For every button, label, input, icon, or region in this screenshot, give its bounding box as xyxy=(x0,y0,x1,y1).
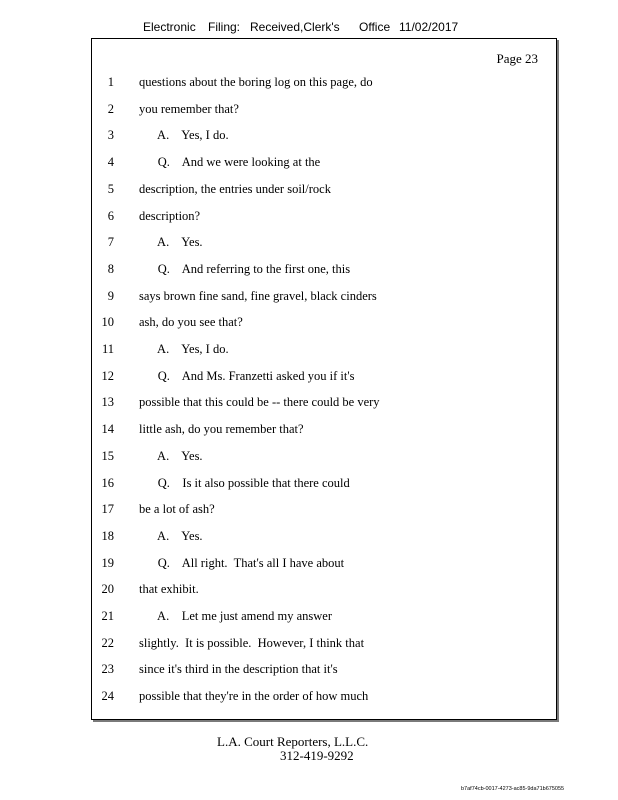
transcript-page xyxy=(91,38,557,720)
transcript-line xyxy=(92,209,556,235)
transcript-line xyxy=(92,476,556,502)
line-text: be a lot of ash? xyxy=(139,502,215,517)
transcript-line xyxy=(92,342,556,368)
line-text: description, the entries under soil/rock xyxy=(139,181,331,196)
transcript-line xyxy=(92,422,556,448)
line-number: 21 xyxy=(101,609,114,623)
line-number: 20 xyxy=(101,582,114,597)
line-text: A. Yes. xyxy=(139,235,203,250)
line-number: 12 xyxy=(101,368,114,383)
line-number: 6 xyxy=(107,208,114,223)
filing-stamp-header xyxy=(0,20,618,36)
line-text: Q. And Ms. Franzetti asked you if it's xyxy=(139,368,355,383)
line-number: 7 xyxy=(107,235,114,250)
line-text: ash, do you see that? xyxy=(139,315,243,330)
line-text: A. Yes, I do. xyxy=(139,342,229,356)
line-text: A. Yes. xyxy=(139,448,203,463)
line-number: 3 xyxy=(107,128,114,143)
line-text: possible that this could be -- there could be very xyxy=(139,395,380,410)
line-number: 8 xyxy=(107,261,114,276)
header-electronic: Electronic xyxy=(143,20,196,34)
transcript-line xyxy=(92,502,556,528)
line-text: that exhibit. xyxy=(139,582,199,597)
transcript-line xyxy=(92,128,556,154)
line-number: 22 xyxy=(101,635,114,650)
header-date: 11/02/2017 xyxy=(399,20,459,34)
line-number: 9 xyxy=(107,288,114,303)
line-number: 14 xyxy=(101,422,114,437)
line-number: 18 xyxy=(101,528,114,543)
line-number: 24 xyxy=(101,689,114,704)
line-text: little ash, do you remember that? xyxy=(139,422,304,437)
line-number: 2 xyxy=(107,101,114,116)
line-text: A. Yes, I do. xyxy=(139,128,229,143)
line-text: slightly. It is possible. However, I think that xyxy=(139,635,365,650)
document-id: b7af74cb-0017-4273-ac85-9da71b675055 xyxy=(461,786,565,792)
line-text: questions about the boring log on this page, do xyxy=(139,75,373,89)
transcript-line xyxy=(92,369,556,395)
line-number: 17 xyxy=(101,502,114,517)
line-text: says brown fine sand, fine gravel, black cinders xyxy=(139,288,377,303)
line-number: 10 xyxy=(101,315,114,330)
reporter-company: L.A. Court Reporters, L.L.C. xyxy=(217,734,369,749)
line-number: 1 xyxy=(107,75,114,89)
line-text: Q. All right. That's all I have about xyxy=(139,555,345,570)
transcript-line xyxy=(92,636,556,662)
reporter-phone: 312-419-9292 xyxy=(280,748,354,763)
line-number: 4 xyxy=(107,155,114,170)
line-text: possible that they're in the order of how much xyxy=(139,689,369,704)
transcript-line xyxy=(92,182,556,208)
transcript-line xyxy=(92,315,556,341)
transcript-line xyxy=(92,529,556,555)
line-text: A. Yes. xyxy=(139,528,203,543)
line-number: 13 xyxy=(101,395,114,410)
transcript-line xyxy=(92,582,556,608)
line-text: since it's third in the description that it's xyxy=(139,662,338,677)
transcript-line xyxy=(92,609,556,635)
line-number: 23 xyxy=(101,662,114,677)
line-text: description? xyxy=(139,208,201,223)
transcript-line xyxy=(92,235,556,261)
header-received: Received,Clerk's xyxy=(250,20,340,34)
line-text: A. Let me just amend my answer xyxy=(139,609,333,623)
transcript-line xyxy=(92,262,556,288)
line-text: Q. And referring to the first one, this xyxy=(139,261,351,276)
line-number: 11 xyxy=(101,342,114,356)
line-text: Q. Is it also possible that there could xyxy=(139,475,350,490)
line-number: 15 xyxy=(101,448,114,463)
transcript-line xyxy=(92,155,556,181)
line-text: you remember that? xyxy=(139,101,239,116)
line-number: 16 xyxy=(101,475,114,490)
transcript-line xyxy=(92,289,556,315)
page-number: Page 23 xyxy=(496,51,538,66)
line-text: Q. And we were looking at the xyxy=(139,155,321,170)
transcript-line xyxy=(92,449,556,475)
line-number: 5 xyxy=(107,181,114,196)
header-filing: Filing: xyxy=(208,20,241,34)
transcript-line xyxy=(92,662,556,688)
transcript-line xyxy=(92,556,556,582)
transcript-line xyxy=(92,75,556,101)
line-number: 19 xyxy=(101,555,114,570)
header-office: Office xyxy=(359,20,391,34)
transcript-line xyxy=(92,395,556,421)
transcript-line xyxy=(92,689,556,715)
transcript-line xyxy=(92,102,556,128)
